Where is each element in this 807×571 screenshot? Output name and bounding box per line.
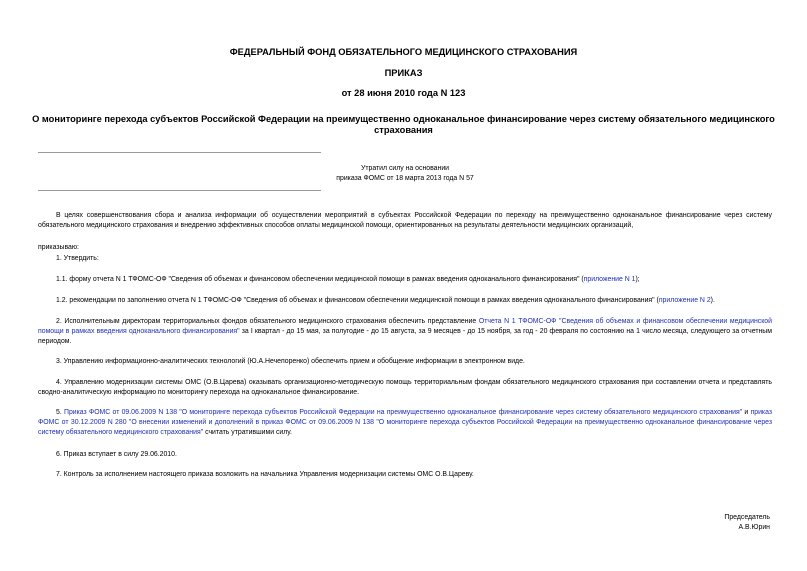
paragraph-6: 6. Приказ вступает в силу 29.06.2010. [56, 451, 177, 458]
order-138-link[interactable]: Приказ ФОМС от 09.06.2009 N 138 "О мониторинге перехода субъектов Российской Федерации на преимущественно одноканальное финансирование через систему обязательного медицинского страхования" [64, 409, 743, 416]
signature-role: Председатель [724, 514, 770, 521]
paragraph-1-2-end: ). [710, 297, 715, 304]
paragraph-3: 3. Управлению информационно-аналитических технологий (Ю.А.Нечепоренко) обеспечить прием и обобщение информации в электронном виде. [56, 358, 525, 365]
report-form-link[interactable]: Отчета N 1 ТФОМС-ОФ "Сведения об объемах и финансовом обеспечении медицинской помощи в рамках введения одноканального финансирования" [38, 318, 772, 335]
status-note-line1: Утратил силу на основании [360, 165, 450, 172]
paragraph-5 [38, 408, 772, 437]
organization-name: ФЕДЕРАЛЬНЫЙ ФОНД ОБЯЗАТЕЛЬНОГО МЕДИЦИНСКОГО СТРАХОВАНИЯ [229, 47, 578, 57]
document-title: О мониторинге перехода субъектов Российской Федерации на преимущественно одноканальное финансирование через систему обязательного медицинского страхования [32, 114, 775, 135]
paragraph-1-1-end: ); [635, 276, 640, 283]
paragraph-5-mid: и [742, 409, 751, 416]
paragraph-1-2 [38, 296, 772, 306]
paragraph-1-1-text: 1.1. форму отчета N 1 ТФОМС-ОФ "Сведения об объемах и финансовом обеспечении медицинской помощи в рамках введения одноканального финансирования" ( [56, 276, 584, 283]
intro-paragraph: В целях совершенствования сбора и анализа информации об осуществлении мероприятий в субъектах Российской Федерации по переходу на преимущественно одноканальное финансирование через систему обязательного медицинского страхования и внедрению эффективных способов оплаты медицинской помощи, ориентированных на результаты деятельности медицинских организаций, [38, 212, 772, 229]
paragraph-1: 1. Утвердить: [56, 255, 99, 262]
paragraph-2-end: за I квартал - до 15 мая, за полугодие - до 15 августа, за 9 месяцев - до 15 ноября, за год - 20 февраля по состоянию на 1 число месяца, следующего за отчетным периодом. [38, 327, 772, 345]
paragraph-5-number: 5. [56, 409, 64, 416]
paragraph-5-end: считать утратившими силу. [203, 428, 292, 436]
order-word: приказываю: [38, 244, 79, 251]
divider-bottom [38, 190, 321, 191]
paragraph-2-start: 2. Исполнительным директорам территориальных фондов обязательного медицинского страхования обеспечить представление [56, 318, 479, 325]
status-note-line2: приказа ФОМС от 18 марта 2013 года N 57 [336, 175, 474, 182]
divider-top [38, 152, 321, 153]
paragraph-1-1 [38, 275, 772, 285]
order-280-link[interactable]: приказ ФОМС от 30.12.2009 N 280 "О внесении изменений и дополнений в приказ ФОМС от 09.06.2009 N 138 "О мониторинге перехода субъектов Российской Федерации на преимущественно одноканальное финансирование через систему обязательного медицинского страхования" [38, 409, 772, 436]
appendix-1-link[interactable]: приложение N 1 [583, 276, 636, 283]
document-date-number: от 28 июня 2010 года N 123 [341, 88, 466, 98]
document-type: ПРИКАЗ [384, 68, 423, 78]
paragraph-7: 7. Контроль за исполнением настоящего приказа возложить на начальника Управления модернизации системы ОМС О.В.Цареву. [56, 471, 474, 478]
paragraph-2 [38, 317, 772, 346]
status-note [325, 164, 485, 184]
appendix-2-link[interactable]: приложение N 2 [658, 297, 711, 304]
paragraph-1-2-text: 1.2. рекомендации по заполнению отчета N 1 ТФОМС-ОФ "Сведения об объемах и финансовом обеспечении медицинской помощи в рамках введения одноканального финансирования" ( [56, 297, 659, 304]
signature-name: А.В.Юрин [738, 524, 770, 531]
signature-block [724, 513, 770, 533]
paragraph-4: 4. Управлению модернизации системы ОМС (О.В.Царева) оказывать организационно-методическую помощь территориальным фондам обязательного медицинского страхования при составлении отчета и представлять сводно-аналитическую информацию по мониторингу перехода на одноканальное финансирование. [38, 379, 772, 396]
